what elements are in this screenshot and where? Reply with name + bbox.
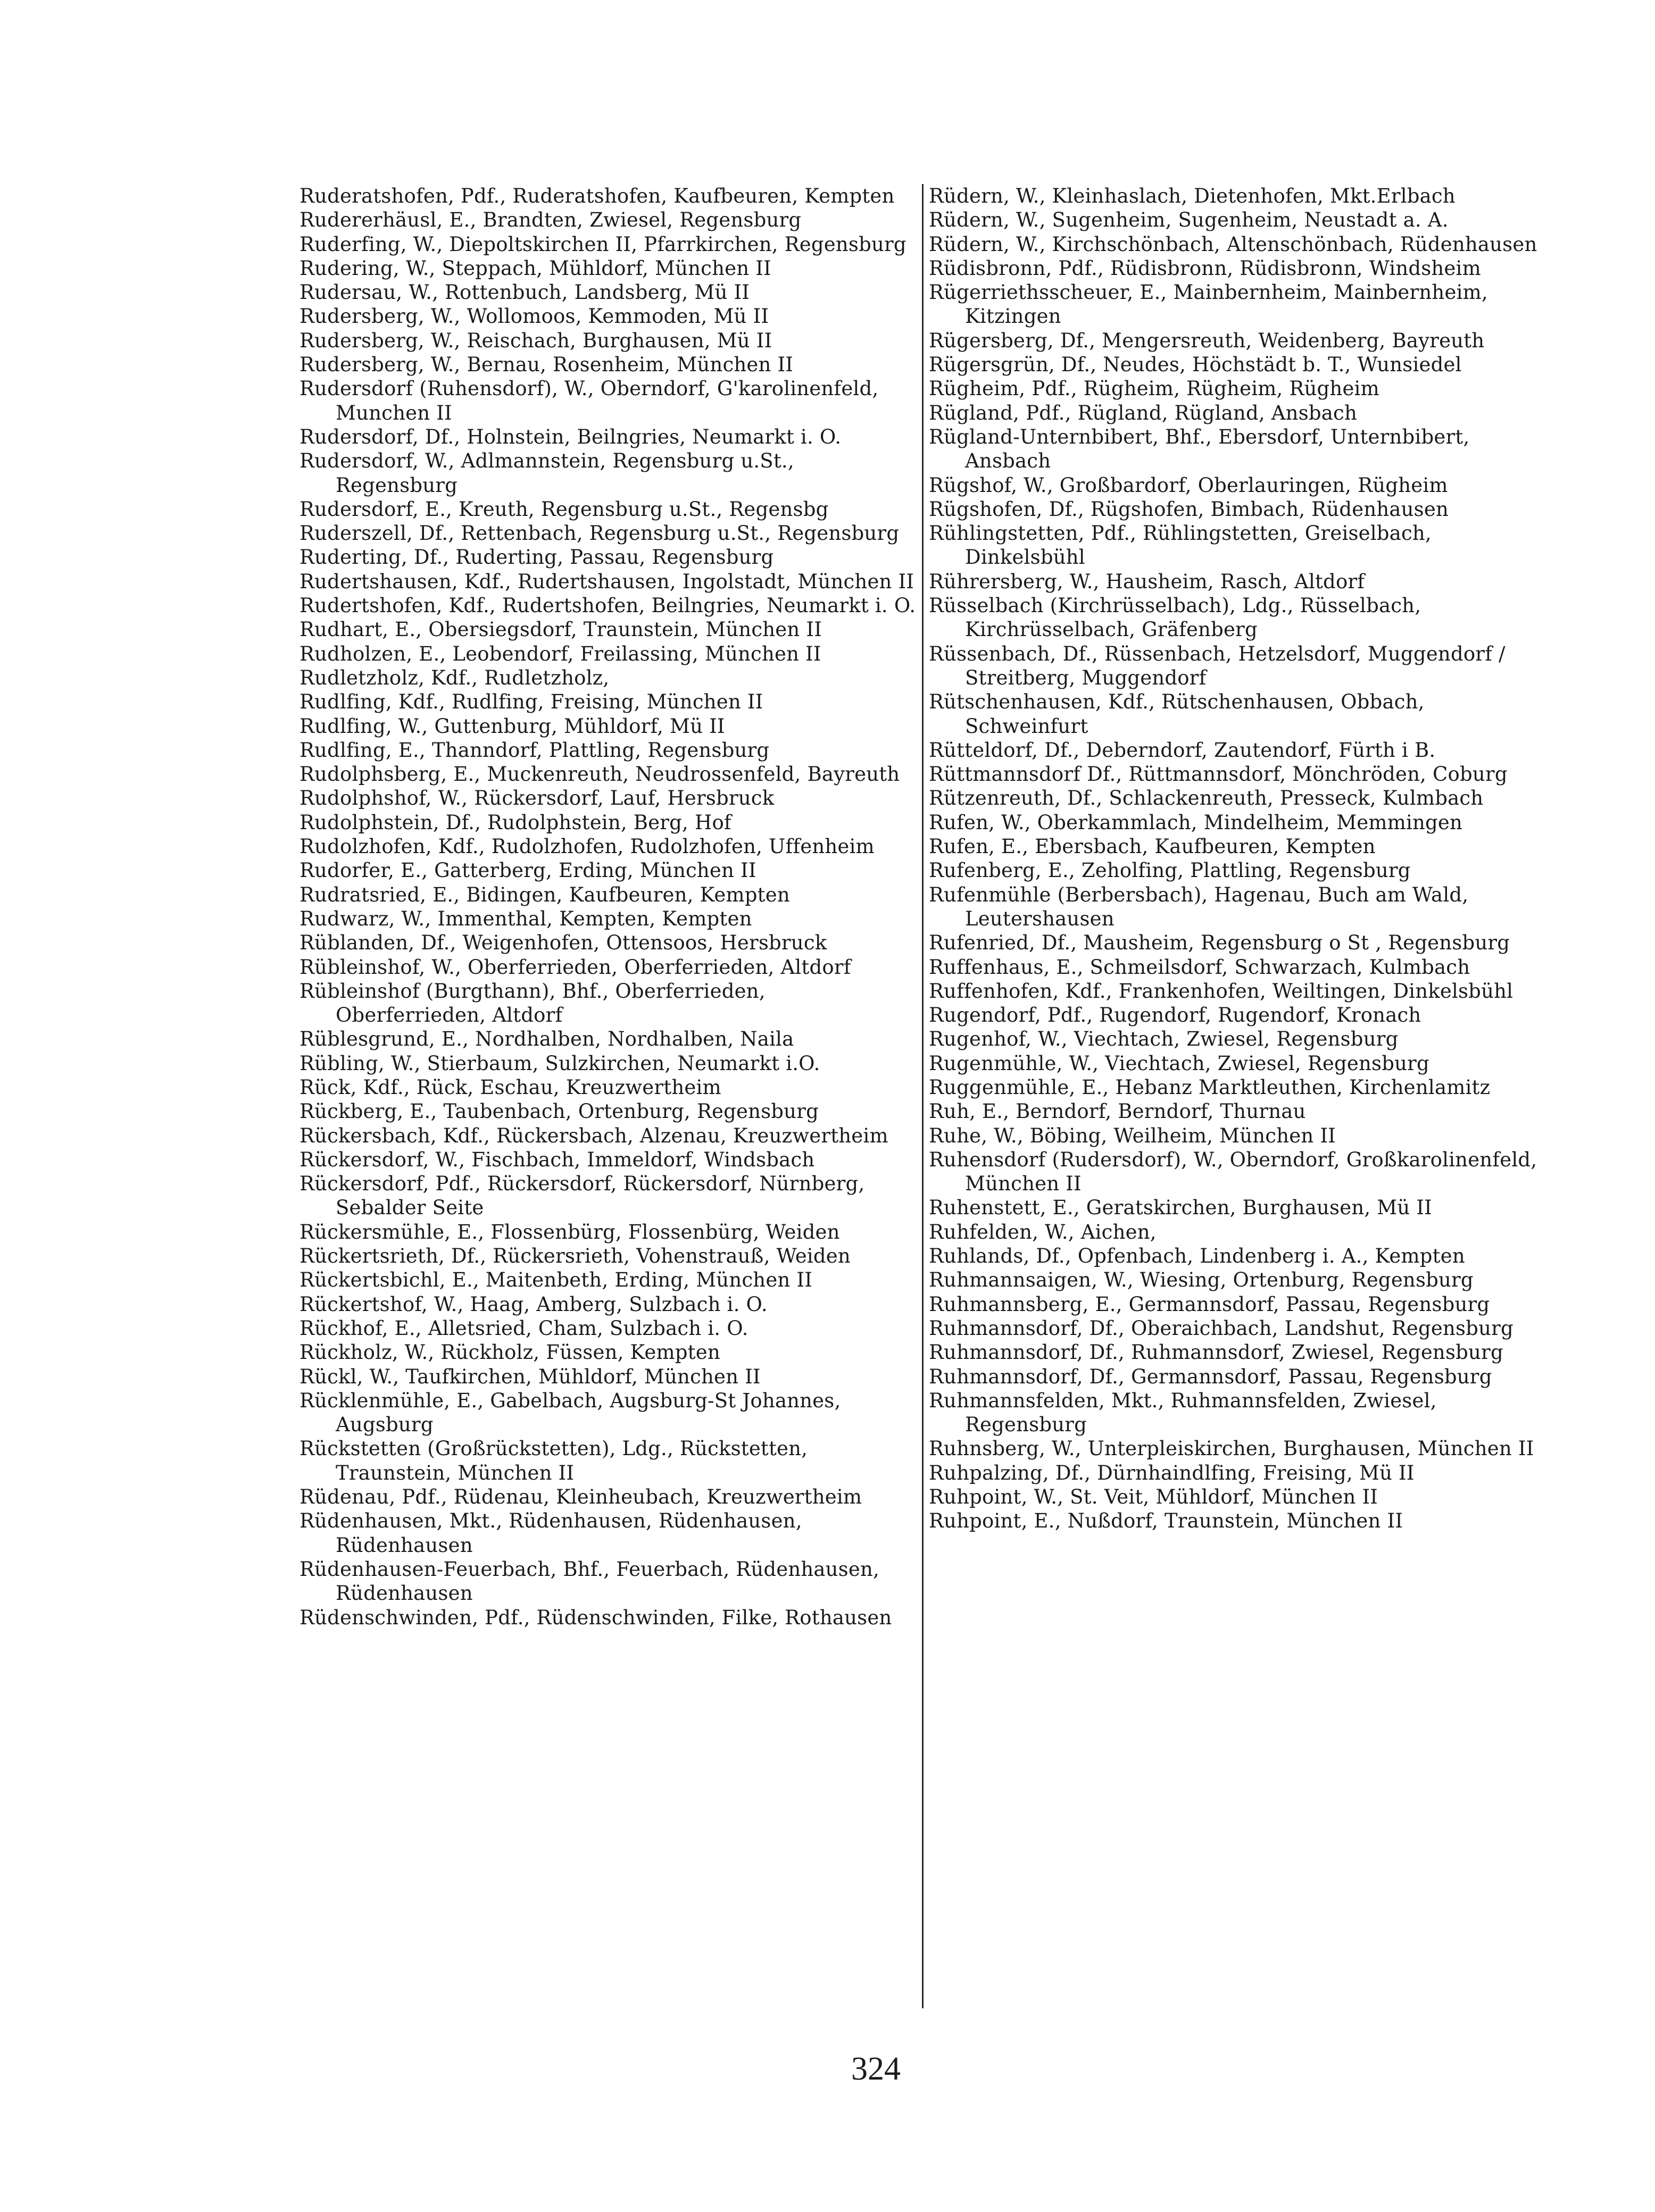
index-entry: Rüblanden, Df., Weigenhofen, Ottensoos, Hersbruck — [300, 931, 827, 955]
index-entry: Rugenmühle, W., Viechtach, Zwiesel, Regensburg — [929, 1051, 1429, 1075]
index-entry: Rudertshofen, Kdf., Rudertshofen, Beilngries, Neumarkt i. O. — [300, 594, 916, 617]
index-entry: Rudolphshof, W., Rückersdorf, Lauf, Hersbruck — [300, 787, 775, 810]
index-entry: Rübling, W., Stierbaum, Sulzkirchen, Neumarkt i.O. — [300, 1051, 820, 1075]
column-divider — [922, 184, 924, 2008]
index-entry: Ruhmannsdorf, Df., Oberaichbach, Landshut, Regensburg — [929, 1316, 1513, 1340]
index-entry: Ruhpoint, W., St. Veit, Mühldorf, München II — [929, 1485, 1378, 1509]
index-entry: Ruffenhofen, Kdf., Frankenhofen, Weiltingen, Dinkelsbühl — [929, 979, 1513, 1003]
index-entry: Rütteldorf, Df., Deberndorf, Zautendorf, Fürth i B. — [929, 738, 1436, 762]
index-entry: Rüdenschwinden, Pdf., Rüdenschwinden, Filke, Rothausen — [300, 1606, 892, 1629]
index-entry: Rügersgrün, Df., Neudes, Höchstädt b. T., Wunsiedel — [929, 353, 1462, 377]
index-entry: Ruhmannsaigen, W., Wiesing, Ortenburg, Regensburg — [929, 1268, 1474, 1292]
index-entry: Rüttmannsdorf Df., Rüttmannsdorf, Mönchröden, Coburg — [929, 763, 1508, 786]
index-entry: Rügland, Pdf., Rügland, Rügland, Ansbach — [929, 401, 1357, 424]
index-entry: Rudlfing, E., Thanndorf, Plattling, Regensburg — [300, 738, 770, 762]
index-entry: Rücklenmühle, E., Gabelbach, Augsburg-St Johannes, Augsburg — [300, 1389, 841, 1437]
index-entry: Rudolzhofen, Kdf., Rudolzhofen, Rudolzhofen, Uffenheim — [300, 835, 875, 858]
index-entry: Ruhpalzing, Df., Dürnhaindlfing, Freising, Mü II — [929, 1461, 1415, 1484]
index-entry: Rudersdorf, W., Adlmannstein, Regensburg u.St., Regensburg — [300, 449, 794, 497]
index-entry: Rügland-Unternbibert, Bhf., Ebersdorf, Unternbibert, Ansbach — [929, 425, 1470, 473]
index-entry: Rudorfer, E., Gatterberg, Erding, München II — [300, 859, 756, 882]
index-entry: Ruggenmühle, E., Hebanz Marktleuthen, Kirchenlamitz — [929, 1075, 1491, 1099]
index-entry: Ruhfelden, W., Aichen, — [929, 1220, 1157, 1243]
index-entry: Rudersdorf, Df., Holnstein, Beilngries, Neumarkt i. O. — [300, 425, 842, 448]
index-entry: Rudersberg, W., Wollomoos, Kemmoden, Mü II — [300, 305, 769, 328]
index-entry: Rüdern, W., Kirchschönbach, Altenschönbach, Rüdenhausen — [929, 232, 1537, 256]
index-entry: Ruhenstett, E., Geratskirchen, Burghausen, Mü II — [929, 1196, 1432, 1220]
index-entry: Rugendorf, Pdf., Rugendorf, Rugendorf, Kronach — [929, 1004, 1421, 1027]
index-entry: Rudersdorf (Ruhensdorf), W., Oberndorf, G'karolinenfeld, Munchen II — [300, 377, 879, 424]
index-entry: Ruhnsberg, W., Unterpleiskirchen, Burghausen, München II — [929, 1437, 1534, 1460]
index-entry: Ruh, E., Berndorf, Berndorf, Thurnau — [929, 1100, 1306, 1123]
index-entry: Rückhof, E., Alletsried, Cham, Sulzbach i. O. — [300, 1316, 749, 1340]
index-entry: Rüdern, W., Kleinhaslach, Dietenhofen, Mkt.Erlbach — [929, 185, 1456, 207]
index-entry: Rufen, W., Oberkammlach, Mindelheim, Memmingen — [929, 811, 1463, 834]
index-entry: Ruderfing, W., Diepoltskirchen II, Pfarrkirchen, Regensburg — [300, 232, 906, 256]
index-entry: Rübleinshof, W., Oberferrieden, Oberferrieden, Altdorf — [300, 955, 851, 979]
index-entry: Rückersmühle, E., Flossenbürg, Flossenbürg, Weiden — [300, 1220, 840, 1243]
index-entry: Ruhensdorf (Rudersdorf), W., Oberndorf, Großkarolinenfeld, München II — [929, 1148, 1537, 1196]
index-entry: Rübleinshof (Burgthann), Bhf., Oberferrieden, Oberferrieden, Altdorf — [300, 979, 766, 1027]
index-entry: Rufen, E., Ebersbach, Kaufbeuren, Kempten — [929, 835, 1376, 858]
index-entry: Rückersdorf, W., Fischbach, Immeldorf, Windsbach — [300, 1148, 815, 1171]
index-entry: Rudletzholz, Kdf., Rudletzholz, — [300, 666, 610, 689]
index-entry: Rufenmühle (Berbersbach), Hagenau, Buch am Wald, Leutershausen — [929, 883, 1469, 930]
index-entry: Ruhe, W., Böbing, Weilheim, München II — [929, 1124, 1336, 1147]
index-entry: Rüdisbronn, Pdf., Rüdisbronn, Rüdisbronn, Windsheim — [929, 256, 1481, 280]
index-entry: Rudersau, W., Rottenbuch, Landsberg, Mü II — [300, 281, 750, 304]
index-entry: Rudersberg, W., Reischach, Burghausen, Mü II — [300, 329, 772, 352]
index-entry: Rudratsried, E., Bidingen, Kaufbeuren, Kempten — [300, 883, 790, 906]
index-entry: Rüblesgrund, E., Nordhalben, Nordhalben, Naila — [300, 1028, 794, 1051]
index-entry: Rückl, W., Taufkirchen, Mühldorf, München II — [300, 1365, 761, 1388]
index-entry: Rückertshof, W., Haag, Amberg, Sulzbach i. O. — [300, 1292, 768, 1316]
index-entry: Ruhlands, Df., Opfenbach, Lindenberg i. A., Kempten — [929, 1245, 1465, 1268]
index-entry: Ruderszell, Df., Rettenbach, Regensburg u.St., Regensburg — [300, 522, 900, 545]
index-entry: Ruhmannsdorf, Df., Ruhmannsdorf, Zwiesel, Regensburg — [929, 1341, 1503, 1364]
index-entry: Rufenried, Df., Mausheim, Regensburg o St , Regensburg — [929, 931, 1510, 955]
index-entry: Rügerriethsscheuer, E., Mainbernheim, Mainbernheim, Kitzingen — [929, 281, 1488, 328]
index-entry: Rudolphsberg, E., Muckenreuth, Neudrossenfeld, Bayreuth — [300, 763, 900, 786]
index-entry: Rüsselbach (Kirchrüsselbach), Ldg., Rüsselbach, Kirchrüsselbach, Gräfenberg — [929, 594, 1421, 641]
index-entry: Rudersdorf, E., Kreuth, Regensburg u.St., Regensbg — [300, 497, 829, 521]
index-entry: Rückertsrieth, Df., Rückersrieth, Vohenstrauß, Weiden — [300, 1245, 851, 1268]
index-entry: Ruhmannsfelden, Mkt., Ruhmannsfelden, Zwiesel, Regensburg — [929, 1389, 1437, 1437]
index-entry: Rückstetten (Großrückstetten), Ldg., Rückstetten, Traunstein, München II — [300, 1437, 808, 1484]
index-entry: Rück, Kdf., Rück, Eschau, Kreuzwertheim — [300, 1075, 721, 1099]
index-entry: Rudererhäusl, E., Brandten, Zwiesel, Regensburg — [300, 208, 802, 232]
index-entry: Rudersberg, W., Bernau, Rosenheim, München II — [300, 353, 794, 377]
index-entry: Rudertshausen, Kdf., Rudertshausen, Ingolstadt, München II — [300, 570, 914, 593]
index-entry: Rudering, W., Steppach, Mühldorf, München II — [300, 256, 771, 280]
index-entry: Rütschenhausen, Kdf., Rütschenhausen, Obbach, Schweinfurt — [929, 690, 1425, 738]
index-entry: Rückholz, W., Rückholz, Füssen, Kempten — [300, 1341, 720, 1364]
page-number: 324 — [851, 2051, 901, 2087]
index-entry: Rüdenhausen, Mkt., Rüdenhausen, Rüdenhausen, Rüdenhausen — [300, 1509, 802, 1557]
index-entry: Rüdenhausen-Feuerbach, Bhf., Feuerbach, Rüdenhausen, Rüdenhausen — [300, 1557, 879, 1605]
index-entry: Rufenberg, E., Zeholfing, Plattling, Regensburg — [929, 859, 1411, 882]
index-entry: Rüdern, W., Sugenheim, Sugenheim, Neustadt a. A. — [929, 208, 1449, 232]
index-entry: Ruhpoint, E., Nußdorf, Traunstein, München II — [929, 1509, 1403, 1533]
index-entry: Rückersdorf, Pdf., Rückersdorf, Rückersdorf, Nürnberg, Sebalder Seite — [300, 1172, 865, 1220]
index-entry: Rudwarz, W., Immenthal, Kempten, Kempten — [300, 907, 752, 930]
index-entry: Rützenreuth, Df., Schlackenreuth, Presseck, Kulmbach — [929, 787, 1484, 810]
index-entry: Rückersbach, Kdf., Rückersbach, Alzenau, Kreuzwertheim — [300, 1124, 888, 1147]
index-entry: Ruffenhaus, E., Schmeilsdorf, Schwarzach, Kulmbach — [929, 955, 1470, 979]
index-entry: Rührersberg, W., Hausheim, Rasch, Altdorf — [929, 570, 1365, 593]
index-entry: Rugenhof, W., Viechtach, Zwiesel, Regensburg — [929, 1028, 1399, 1051]
index-entry: Ruhmannsberg, E., Germannsdorf, Passau, Regensburg — [929, 1292, 1490, 1316]
index-entry: Rühlingstetten, Pdf., Rühlingstetten, Greiselbach, Dinkelsbühl — [929, 522, 1432, 569]
index-entry: Ruderting, Df., Ruderting, Passau, Regensburg — [300, 546, 774, 569]
index-entry: Rückertsbichl, E., Maitenbeth, Erding, München II — [300, 1268, 813, 1292]
index-entry: Rudhart, E., Obersiegsdorf, Traunstein, München II — [300, 618, 822, 641]
index-entry: Ruhmannsdorf, Df., Germannsdorf, Passau, Regensburg — [929, 1365, 1492, 1388]
left-column — [300, 184, 917, 1630]
index-entry: Rüssenbach, Df., Rüssenbach, Hetzelsdorf, Muggendorf / Streitberg, Muggendorf — [929, 642, 1506, 689]
index-entry: Rügheim, Pdf., Rügheim, Rügheim, Rügheim — [929, 377, 1379, 400]
index-entry: Rudolphstein, Df., Rudolphstein, Berg, Hof — [300, 811, 731, 834]
index-entry: Rückberg, E., Taubenbach, Ortenburg, Regensburg — [300, 1100, 819, 1123]
right-column — [929, 184, 1546, 1533]
index-entry: Rügersberg, Df., Mengersreuth, Weidenberg, Bayreuth — [929, 329, 1485, 352]
index-entry: Rügshof, W., Großbardorf, Oberlauringen, Rügheim — [929, 473, 1448, 497]
index-entry: Ruderatshofen, Pdf., Ruderatshofen, Kaufbeuren, Kempten — [300, 185, 895, 207]
index-entry: Rügshofen, Df., Rügshofen, Bimbach, Rüdenhausen — [929, 497, 1449, 521]
index-entry: Rüdenau, Pdf., Rüdenau, Kleinheubach, Kreuzwertheim — [300, 1485, 862, 1509]
index-entry: Rudholzen, E., Leobendorf, Freilassing, München II — [300, 642, 821, 665]
index-entry: Rudlfing, W., Guttenburg, Mühldorf, Mü II — [300, 714, 725, 738]
index-entry: Rudlfing, Kdf., Rudlfing, Freising, München II — [300, 690, 763, 714]
